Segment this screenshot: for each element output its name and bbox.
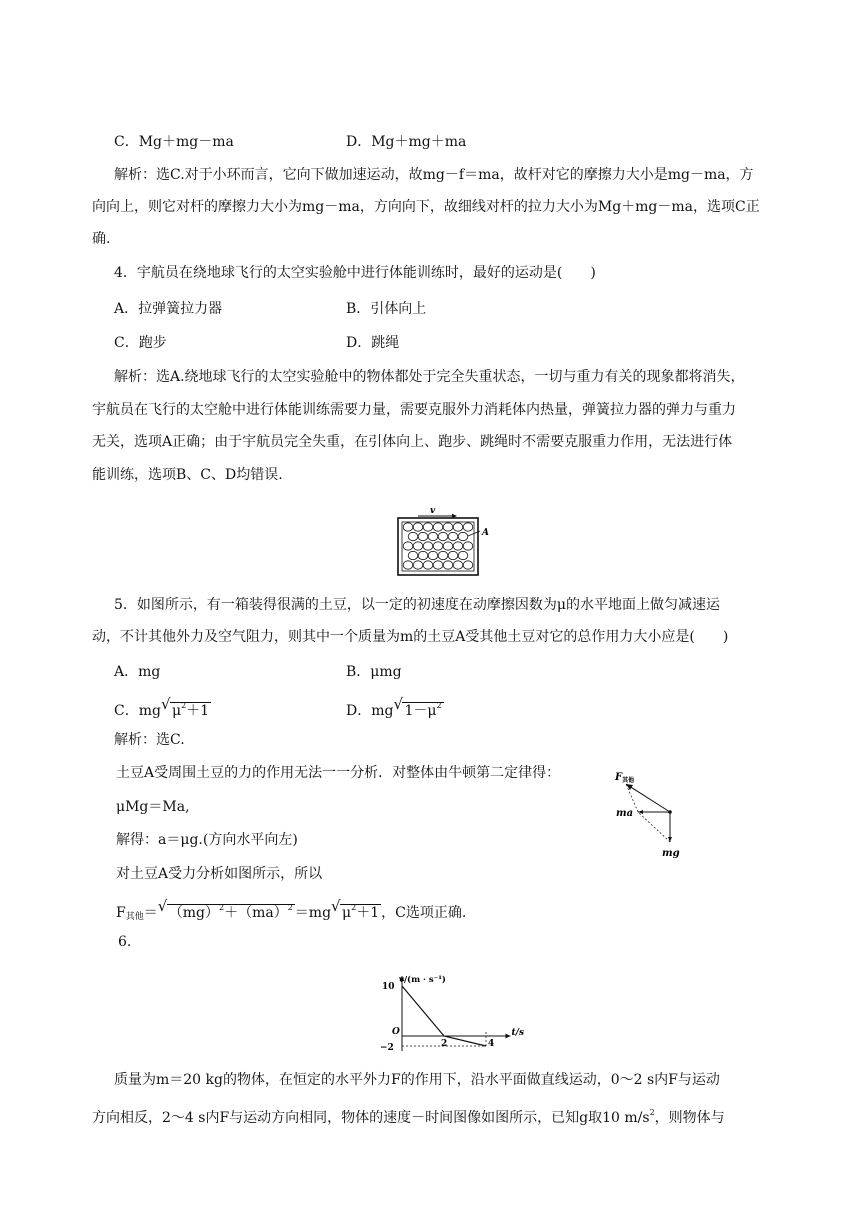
potato (453, 523, 463, 531)
q4-stem: 4．宇航员在绕地球飞行的太空实验舱中进行体能训练时，最好的运动是( ) (114, 265, 596, 281)
potato (413, 523, 423, 531)
q5-option-c-rad: μ (171, 703, 182, 719)
q5-analysis-line-4: 对土豆A受力分析如图所示，所以 (116, 866, 323, 882)
x-axis-label: t/s (511, 1028, 525, 1038)
force-f-label: $F_{其他}$ (615, 772, 635, 784)
potato (403, 523, 413, 531)
q4-option-d: D．跳绳 (346, 335, 400, 351)
velocity-label: v (430, 506, 436, 516)
q3-analysis-line-3: 确. (92, 231, 111, 247)
q6-text-line-2-exp: 2 (649, 1108, 655, 1117)
formula-tail: ，C选项正确. (381, 905, 467, 921)
potato (428, 551, 438, 559)
formula-exp-3: 2 (351, 903, 357, 912)
q5-option-d-prefix: D．mg (346, 703, 394, 719)
potato (443, 542, 453, 550)
q5-formula (116, 898, 466, 927)
potato (453, 542, 463, 550)
box-outer (398, 518, 478, 575)
potato (463, 561, 473, 569)
potato (443, 561, 453, 569)
potato (413, 561, 423, 569)
potato (423, 561, 433, 569)
q5-analysis-line-2: μMg＝Ma, (116, 799, 190, 815)
q5-option-a: A．mg (114, 664, 161, 680)
y-tick-label: −2 (380, 1043, 394, 1053)
q6-number: 6. (118, 934, 132, 950)
q4-analysis-line-3: 无关，选项A正确；由于宇航员完全失重，在引体向上、跑步、跳绳时不需要克服重力作用，无法进行体 (92, 434, 733, 450)
potato (418, 532, 428, 540)
x-axis-arrow (506, 1034, 511, 1039)
potato (403, 542, 413, 550)
potato (413, 542, 423, 550)
potato (423, 523, 433, 531)
formula-eq: ＝ (143, 905, 158, 921)
q5-option-d-sqrt: √ $1-\mu^2$ (393, 695, 442, 719)
q6-text-line-2-tail: ，则物体与 (654, 1110, 725, 1126)
velocity-time-chart (372, 960, 525, 1060)
potato (463, 542, 473, 550)
q6-text-line-2-main: 方向相反，2～4 s内F与运动方向相同，物体的速度－时间图像如图所示，已知g取10 m/s (92, 1110, 650, 1126)
q6-text-line-2 (92, 1103, 725, 1128)
velocity-series-line (402, 986, 486, 1046)
potato (433, 542, 443, 550)
potato-pile (403, 523, 473, 569)
formula-eq2: ＝mg (294, 905, 332, 921)
potato (438, 551, 448, 559)
potato (453, 561, 463, 569)
q5-stem-line-2: 动，不计其他外力及空气阻力，则其中一个质量为m的土豆A受其他土豆对它的总作用力大小应是( ) (92, 629, 729, 645)
potato (433, 561, 443, 569)
force-ma-label: ma (616, 808, 634, 819)
q4-option-c: C．跑步 (114, 335, 167, 351)
q3-analysis-line-1: 解析：选C.对于小环而言，它向下做加速运动，故mg－f＝ma，故杆对它的摩擦力大小是mg－ma，方 (114, 167, 754, 183)
q4-analysis-line-4: 能训练，选项B、C、D均错误. (92, 467, 283, 483)
potato (463, 523, 473, 531)
origin-label: O (392, 1027, 400, 1037)
q5-option-c-sqrt: √ $\mu^2+1$ (160, 695, 210, 719)
formula-sqrt-1: √ （mg）$^2$＋（ma）$^2$ (157, 897, 293, 921)
formula-exp-1: 2 (218, 903, 225, 912)
q5-option-b: B．μmg (346, 664, 402, 680)
potato (403, 561, 413, 569)
q5-stem-line-1: 5．如图所示，有一箱装得很满的土豆，以一定的初速度在动摩擦因数为μ的水平地面上做匀减速运 (114, 597, 721, 613)
y-axis-label: v/(m · s⁻¹) (399, 975, 446, 985)
potato (418, 551, 428, 559)
x-tick-label: 4 (488, 1039, 495, 1049)
potato (423, 542, 433, 550)
q4-analysis-line-2: 宇航员在飞行的太空舱中进行体能训练需要力量，需要克服外力消耗体内热量，弹簧拉力器的弹力与重力 (92, 402, 736, 418)
potato (438, 532, 448, 540)
force-mg-label: mg (662, 848, 680, 859)
q5-analysis-head: 解析：选C. (114, 732, 185, 748)
formula-mu: μ (342, 905, 352, 921)
y-tick-label: 10 (382, 982, 395, 992)
potato (428, 532, 438, 540)
q4-option-b: B．引体向上 (346, 301, 427, 317)
q3-analysis-line-2: 向向上，则它对杆的摩擦力大小为mg－ma，方向向下，故细线对杆的拉力大小为Mg＋mg－ma，选项C正 (92, 199, 760, 215)
potato-a-label: A (482, 528, 489, 538)
formula-mg: （mg） (168, 905, 219, 921)
q5-analysis-line-1: 土豆A受周围土豆的力的作用无法一一分析．对整体由牛顿第二定律得： (116, 765, 561, 781)
q5-option-d-rad: 1－μ (404, 703, 437, 719)
force-f-sub: 其他 (622, 777, 635, 784)
potato (448, 532, 458, 540)
potato (443, 523, 453, 531)
potato (408, 532, 418, 540)
q5-option-c-tail: ＋1 (186, 703, 210, 719)
x-tick-label: 2 (441, 1039, 448, 1049)
formula-sqrt-2: √ $\mu^2+1$ (331, 897, 380, 921)
force-diagram (612, 770, 692, 858)
formula-f-sub: 其他 (125, 912, 144, 922)
potato-box-figure (396, 502, 496, 578)
q5-option-c (114, 696, 211, 721)
formula-exp-2: 2 (287, 903, 293, 912)
q5-option-c-exp: 2 (181, 701, 187, 710)
formula-ma: ＋（ma） (224, 905, 288, 921)
dashed-guide-2 (638, 812, 670, 842)
q5-option-d-exp: 2 (436, 701, 442, 710)
formula-plus-one: ＋1 (356, 905, 380, 921)
force-origin-dot (668, 810, 672, 814)
q3-option-c: C．Mg＋mg－ma (114, 134, 234, 150)
potato (448, 551, 458, 559)
q6-text-line-1: 质量为m＝20 kg的物体，在恒定的水平外力F的作用下，沿水平面做直线运动，0～2 s内F与运动 (114, 1072, 720, 1088)
q3-option-d: D．Mg＋mg＋ma (346, 134, 467, 150)
formula-f: F (116, 905, 126, 921)
q5-analysis-line-3: 解得：a＝μg.(方向水平向左) (116, 832, 298, 848)
q4-option-a: A．拉弹簧拉力器 (114, 301, 223, 317)
q4-analysis-line-1: 解析：选A.绕地球飞行的太空实验舱中的物体都处于完全失重状态，一切与重力有关的现象都将消失， (114, 369, 745, 385)
q5-option-c-prefix: C．mg (114, 703, 161, 719)
q5-option-d (346, 696, 444, 721)
potato (433, 523, 443, 531)
potato (458, 551, 468, 559)
potato (408, 551, 418, 559)
potato (458, 532, 468, 540)
